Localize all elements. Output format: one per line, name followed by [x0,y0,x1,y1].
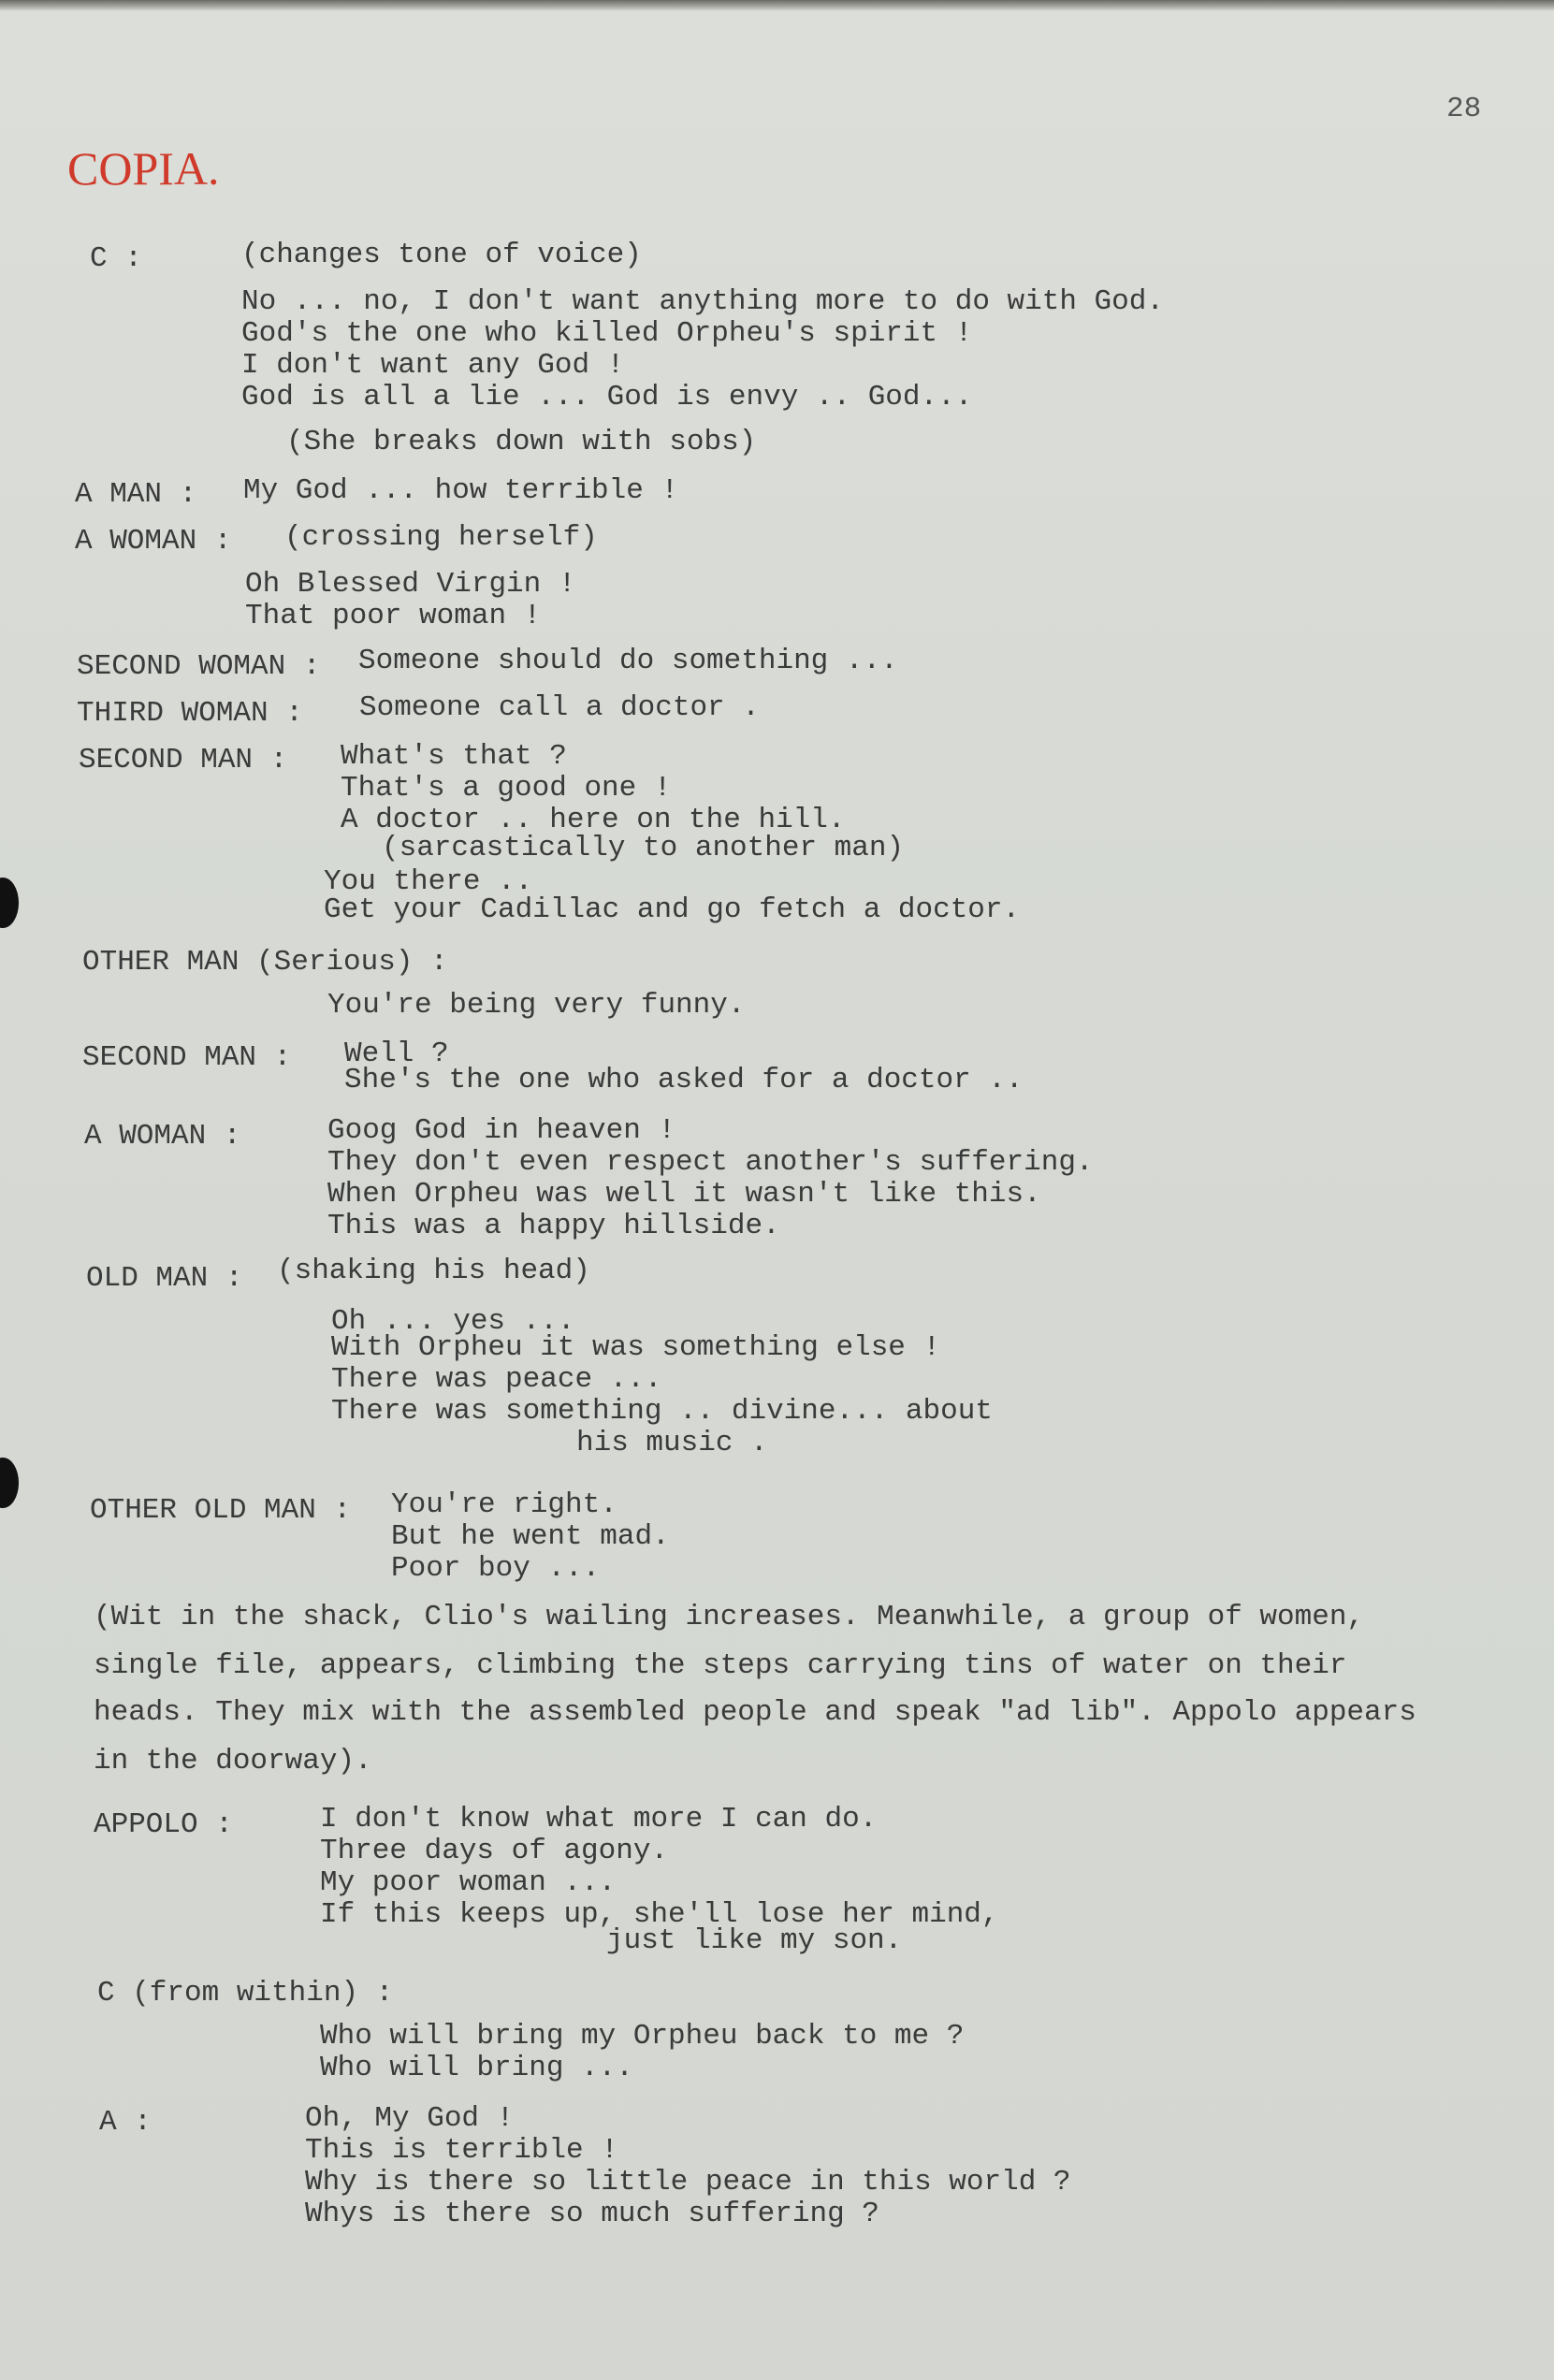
dialogue-line: That poor woman ! [245,600,542,632]
dialogue-line: Oh, My God ! [305,2102,515,2135]
stage-direction: (crossing herself) [284,521,598,554]
dialogue-line: A doctor .. here on the hill. [341,804,846,836]
speaker-label: THIRD WOMAN : [77,697,303,730]
speaker-label: A WOMAN : [84,1120,241,1153]
dialogue-line: Someone should do something ... [358,645,898,677]
dialogue-line: She's the one who asked for a doctor .. [344,1064,1024,1096]
dialogue-line: You're right. [391,1488,617,1521]
speaker-label: OTHER OLD MAN : [90,1494,352,1527]
page-top-edge [0,0,1554,11]
stage-direction: (She breaks down with sobs) [286,426,757,458]
dialogue-line: just like my son. [606,1924,903,1957]
dialogue-line: If this keeps up, she'll lose her mind, [320,1898,999,1931]
dialogue-line: You there .. [324,865,533,898]
speaker-label: C (from within) : [97,1977,394,2010]
speaker-label: A WOMAN : [75,525,232,558]
dialogue-line: Oh ... yes ... [331,1305,575,1338]
dialogue-line: That's a good one ! [341,772,672,805]
dialogue-line: But he went mad. [391,1520,670,1553]
speaker-label: A MAN : [75,478,197,511]
speaker-label: APPOLO : [94,1808,233,1841]
dialogue-line: They don't even respect another's suffering. [327,1146,1094,1179]
speaker-label: SECOND WOMAN : [77,650,321,683]
dialogue-line: Someone call a doctor . [359,691,760,724]
dialogue-line: Who will bring ... [320,2052,633,2084]
page-number: 28 [1446,93,1482,125]
dialogue-line: I don't want any God ! [241,349,625,382]
stage-direction: single file, appears, climbing the steps carrying tins of water on their [94,1649,1347,1682]
dialogue-line: There was peace ... [331,1363,662,1396]
dialogue-line: What's that ? [341,740,567,773]
dialogue-line: Poor boy ... [391,1552,601,1585]
stage-direction: (Wit in the shack, Clio's wailing increases. Meanwhile, a group of women, [94,1601,1365,1633]
dialogue-line: Goog God in heaven ! [327,1114,676,1147]
dialogue-line: Get your Cadillac and go fetch a doctor. [324,893,1021,926]
dialogue-line: God is all a lie ... God is envy .. God... [241,381,973,414]
dialogue-line: Who will bring my Orpheu back to me ? [320,2020,965,2053]
dialogue-line: Three days of agony. [320,1835,669,1867]
dialogue-line: Why is there so little peace in this world ? [305,2166,1071,2199]
stage-direction: heads. They mix with the assembled people and speak "ad lib". Appolo appears [94,1696,1416,1729]
speaker-label: SECOND MAN : [82,1041,292,1074]
punch-hole-lower [0,1458,19,1508]
stage-direction: (shaking his head) [277,1255,590,1287]
speaker-label: OTHER MAN (Serious) : [82,946,448,979]
stage-direction: (changes tone of voice) [241,239,642,271]
dialogue-line: Whys is there so much suffering ? [305,2198,879,2230]
speaker-label: SECOND MAN : [79,744,288,776]
dialogue-line: his music . [576,1427,768,1459]
dialogue-line: My poor woman ... [320,1866,617,1899]
dialogue-line: This is terrible ! [305,2134,618,2167]
dialogue-line: You're being very funny. [327,989,746,1022]
dialogue-line: No ... no, I don't want anything more to do with God. [241,285,1164,318]
speaker-label: C : [90,242,142,275]
dialogue-line: God's the one who killed Orpheu's spirit ! [241,317,973,350]
punch-hole-upper [0,878,19,928]
dialogue-line: Oh Blessed Virgin ! [245,568,576,601]
dialogue-line: When Orpheu was well it wasn't like this. [327,1178,1041,1211]
speaker-label: A : [99,2106,152,2139]
dialogue-line: I don't know what more I can do. [320,1803,878,1836]
dialogue-line: With Orpheu it was something else ! [331,1331,941,1364]
stage-direction: in the doorway). [94,1745,372,1778]
dialogue-line: My God ... how terrible ! [243,474,679,507]
dialogue-line: Well ? [344,1038,449,1070]
dialogue-line: This was a happy hillside. [327,1210,780,1242]
stage-direction: (sarcastically to another man) [382,832,905,864]
dialogue-line: There was something .. divine... about [331,1395,993,1428]
speaker-label: OLD MAN : [86,1262,243,1295]
copia-stamp: COPIA. [67,142,220,195]
